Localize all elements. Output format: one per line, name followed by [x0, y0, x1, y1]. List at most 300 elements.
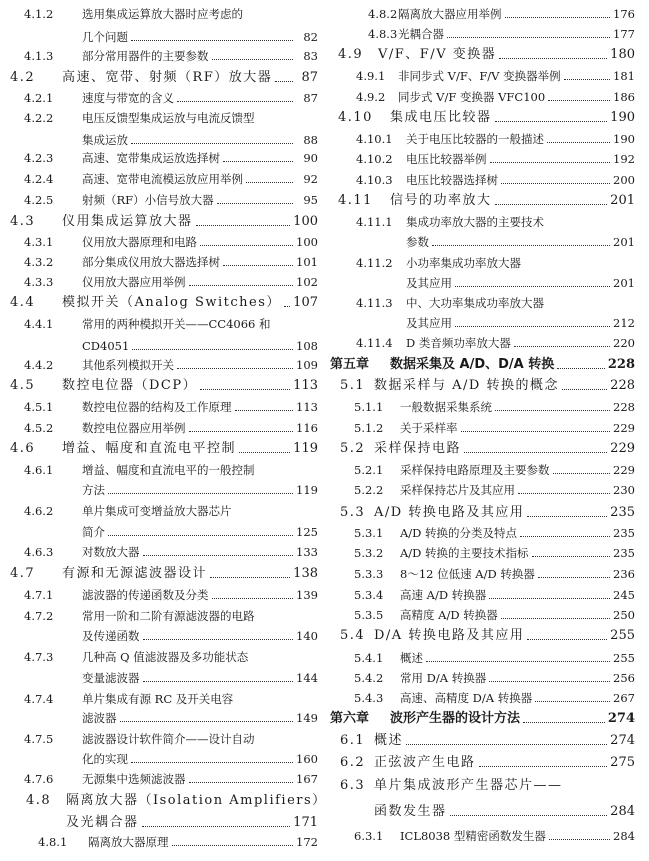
- toc-entry-page: 92: [303, 172, 318, 186]
- toc-entry-page: 149: [296, 711, 318, 725]
- toc-entry-number: 4.6.2: [24, 504, 54, 518]
- toc-entry-page: 108: [296, 339, 318, 353]
- toc-entry-number: 4.1.3: [24, 49, 54, 63]
- toc-entry-number: 4.2: [10, 70, 36, 85]
- toc-entry-page: 245: [613, 588, 635, 602]
- dot-leader: [479, 766, 608, 767]
- toc-entry-title: D/A 转换电路及其应用: [374, 628, 525, 643]
- toc-entry: [24, 192, 318, 208]
- toc-entry-page: 267: [613, 691, 635, 705]
- dot-leader: [223, 265, 293, 266]
- toc-entry-title: ICL8038 型精密函数发生器: [400, 829, 546, 843]
- toc-entry: [24, 274, 318, 290]
- toc-entry-page: 255: [610, 628, 635, 643]
- toc-entry-number: 4.11.2: [356, 256, 393, 270]
- toc-entry-title: 集成功率放大器的主要技术: [406, 215, 544, 229]
- toc-entry-page: 176: [613, 7, 635, 21]
- dot-leader: [189, 285, 294, 286]
- toc-entry-page: 101: [296, 255, 318, 269]
- toc-entry-number: 5.4.1: [354, 651, 384, 665]
- toc-entry-page: 229: [613, 463, 635, 477]
- toc-entry-title: 部分常用器件的主要参数: [82, 49, 209, 63]
- dot-leader: [450, 815, 608, 816]
- toc-entry-title: 非同步式 V/F、F/V 变换器举例: [398, 69, 561, 83]
- toc-entry: [354, 525, 635, 541]
- toc-entry-title: 同步式 V/F 变换器 VFC100: [398, 90, 546, 104]
- toc-entry: [24, 420, 318, 436]
- dot-leader: [284, 306, 290, 307]
- toc-entry-page: 190: [613, 132, 635, 146]
- toc-entry: [24, 649, 318, 665]
- toc-entry: [354, 670, 635, 686]
- toc-entry-page: 228: [607, 357, 635, 372]
- toc-entry: [24, 587, 318, 603]
- toc-entry-page: 284: [613, 829, 635, 843]
- toc-entry-title: 仪用放大器应用举例: [82, 275, 186, 289]
- toc-entry-page: 235: [613, 526, 635, 540]
- toc-entry-title: 对数放大器: [82, 545, 140, 559]
- toc-entry-title: 关于电压比较器的一般描述: [406, 132, 544, 146]
- dot-leader: [239, 452, 290, 453]
- toc-entry-title: 高速 A/D 转换器: [400, 588, 487, 602]
- toc-entry: [24, 110, 318, 126]
- toc-entry-title: 仪用集成运算放大器: [62, 214, 193, 229]
- toc-entry: [356, 295, 635, 311]
- toc-entry: [38, 834, 318, 850]
- toc-entry: [356, 214, 635, 230]
- toc-entry-title: 常用的两种模拟开关——CC4066 和: [82, 317, 271, 331]
- toc-entry-page: 235: [610, 505, 635, 520]
- toc-entry-number: 4.8.1: [38, 835, 68, 849]
- toc-entry: [340, 441, 635, 457]
- toc-entry-title: 方法: [82, 483, 105, 497]
- dot-leader: [108, 493, 293, 494]
- toc-entry: [356, 275, 635, 291]
- toc-entry-page: 102: [296, 275, 318, 289]
- toc-entry-title: 隔离放大器（Isolation Amplifiers）: [66, 793, 327, 808]
- dot-leader: [547, 142, 610, 143]
- toc-entry: [356, 172, 635, 188]
- toc-entry-title: 单片集成波形产生器芯片——: [374, 778, 563, 793]
- toc-entry: [24, 482, 318, 498]
- toc-entry-title: 电压比较器选择树: [406, 173, 498, 187]
- toc-entry: [330, 357, 635, 373]
- toc-entry: [24, 171, 318, 187]
- toc-entry-page: 201: [613, 276, 635, 290]
- toc-entry-title: 射频（RF）小信号放大器: [82, 193, 214, 207]
- dot-leader: [177, 368, 293, 369]
- toc-entry-number: 6.3: [340, 778, 366, 793]
- dot-leader: [235, 410, 294, 411]
- toc-entry-title: 集成电压比较器: [390, 110, 492, 125]
- toc-entry-page: 83: [303, 49, 318, 63]
- toc-entry-page: 201: [613, 235, 635, 249]
- toc-entry-title: 8～12 位低速 A/D 转换器: [400, 567, 535, 581]
- toc-entry-number: 4.2.3: [24, 151, 54, 165]
- toc-entry-title: 高速、宽带集成运放选择树: [82, 151, 220, 165]
- toc-entry-title: 增益、幅度和直流电平的一般控制: [82, 463, 255, 477]
- toc-entry-page: 228: [610, 378, 635, 393]
- toc-entry-page: 107: [293, 295, 318, 310]
- toc-entry-number: 4.7: [10, 566, 36, 581]
- dot-leader: [527, 516, 607, 517]
- toc-entry-page: 230: [613, 483, 635, 497]
- dot-leader: [489, 598, 610, 599]
- toc-entry-number: 4.3.2: [24, 255, 54, 269]
- toc-entry-number: 4.7.5: [24, 732, 54, 746]
- toc-entry-number: 4.10.1: [356, 132, 393, 146]
- toc-entry: [354, 420, 635, 436]
- toc-entry-number: 4.3: [10, 214, 36, 229]
- toc-entry-number: 4.8: [26, 793, 52, 808]
- toc-entry-page: 212: [613, 316, 635, 330]
- toc-entry-number: 6.1: [340, 733, 366, 748]
- toc-entry-title: 增益、幅度和直流电平控制: [62, 441, 237, 456]
- toc-entry-page: 140: [296, 629, 318, 643]
- toc-entry-page: 125: [296, 525, 318, 539]
- toc-entry: [24, 48, 318, 64]
- dot-leader: [514, 346, 610, 347]
- toc-entry-number: 4.10.3: [356, 173, 393, 187]
- toc-entry: [356, 234, 635, 250]
- dot-leader: [499, 58, 607, 59]
- dot-leader: [490, 162, 611, 163]
- toc-entry-page: 88: [303, 133, 318, 147]
- toc-entry-title: 光耦合器: [398, 27, 444, 41]
- toc-entry-title: A/D 转换的分类及特点: [400, 526, 518, 540]
- toc-entry-title: 小功率集成功率放大器: [406, 256, 521, 270]
- dot-leader: [532, 556, 610, 557]
- toc-entry-title: D 类音频功率放大器: [406, 336, 511, 350]
- toc-entry-number: 4.10: [338, 110, 373, 125]
- toc-entry-page: 100: [296, 235, 318, 249]
- toc-entry-title: 高速、宽带、射频（RF）放大器: [62, 70, 273, 85]
- toc-entry-number: 4.11.4: [356, 336, 393, 350]
- dot-leader: [461, 431, 611, 432]
- toc-entry-page: 87: [303, 91, 318, 105]
- dot-leader: [406, 744, 607, 745]
- dot-leader: [557, 368, 605, 369]
- dot-leader: [131, 40, 293, 41]
- toc-entry-title: 数据采样与 A/D 转换的概念: [374, 378, 559, 393]
- toc-entry-number: 6.2: [340, 755, 366, 770]
- toc-entry-number: 第六章: [330, 711, 370, 726]
- toc-entry-title: 及其应用: [406, 276, 452, 290]
- toc-entry: [354, 399, 635, 415]
- toc-entry-title: 滤波器设计软件简介——设计自动: [82, 732, 255, 746]
- toc-entry-page: 167: [296, 772, 318, 786]
- toc-entry-number: 4.7.2: [24, 609, 54, 623]
- toc-entry: [24, 150, 318, 166]
- toc-entry-title: A/D 转换电路及其应用: [374, 505, 525, 520]
- toc-entry: [24, 254, 318, 270]
- toc-entry-title: 选用集成运算放大器时应考虑的: [82, 7, 243, 21]
- toc-entry: [354, 482, 635, 498]
- toc-entry: [10, 566, 318, 582]
- dot-leader: [143, 639, 294, 640]
- dot-leader: [143, 555, 294, 556]
- toc-entry-number: 4.11.3: [356, 296, 393, 310]
- dot-leader: [447, 37, 610, 38]
- dot-leader: [210, 577, 290, 578]
- dot-leader: [426, 661, 610, 662]
- toc-entry-number: 4.6.3: [24, 545, 54, 559]
- toc-entry-page: 201: [610, 193, 635, 208]
- toc-entry-number: 4.7.4: [24, 692, 54, 706]
- toc-entry-title: 单片集成可变增益放大器芯片: [82, 504, 232, 518]
- toc-entry-page: 116: [296, 421, 318, 435]
- toc-entry-number: 5.1.1: [354, 400, 384, 414]
- toc-entry-title: 变量滤波器: [82, 671, 140, 685]
- dot-leader: [131, 143, 293, 144]
- toc-entry-number: 5.2: [340, 441, 366, 456]
- toc-entry-title: 采样保持芯片及其应用: [400, 483, 515, 497]
- toc-entry-number: 4.7.3: [24, 650, 54, 664]
- dot-leader: [520, 536, 610, 537]
- toc-entry-number: 5.3.2: [354, 546, 384, 560]
- toc-entry-title: 隔离放大器原理: [88, 835, 169, 849]
- toc-entry: [340, 804, 635, 820]
- toc-entry-page: 109: [296, 358, 318, 372]
- dot-leader: [501, 618, 610, 619]
- toc-entry-title: 电压反馈型集成运放与电流反馈型: [82, 111, 255, 125]
- toc-entry-number: 4.8.2: [368, 7, 398, 21]
- dot-leader: [120, 721, 294, 722]
- toc-entry: [24, 608, 318, 624]
- toc-entry-title: A/D 转换的主要技术指标: [400, 546, 529, 560]
- toc-entry: [340, 733, 635, 749]
- toc-entry-title: 电压比较器举例: [406, 152, 487, 166]
- toc-entry-number: 5.3.1: [354, 526, 384, 540]
- toc-entry: [354, 545, 635, 561]
- toc-entry-number: 4.8.3: [368, 27, 398, 41]
- toc-entry: [26, 793, 327, 809]
- toc-entry: [356, 131, 635, 147]
- toc-entry: [24, 731, 318, 747]
- dot-leader: [495, 410, 610, 411]
- toc-entry-page: 119: [293, 441, 318, 456]
- dot-leader: [501, 183, 610, 184]
- toc-entry: [356, 255, 635, 271]
- toc-entry: [368, 6, 635, 22]
- toc-entry-title: 其他系列模拟开关: [82, 358, 174, 372]
- dot-leader: [196, 225, 291, 226]
- toc-entry: [338, 47, 635, 63]
- toc-entry-title: 几个问题: [82, 30, 128, 44]
- toc-entry: [340, 628, 635, 644]
- toc-entry: [356, 315, 635, 331]
- toc-entry-number: 4.7.6: [24, 772, 54, 786]
- toc-entry: [10, 441, 318, 457]
- dot-leader: [142, 826, 291, 827]
- toc-entry: [26, 815, 318, 831]
- dot-leader: [246, 182, 293, 183]
- toc-entry-title: 几种高 Q 值滤波器及多功能状态: [82, 650, 249, 664]
- toc-entry-title: 隔离放大器应用举例: [398, 7, 502, 21]
- toc-entry: [24, 751, 318, 767]
- dot-leader: [212, 59, 294, 60]
- toc-entry-number: 4.9: [338, 47, 364, 62]
- dot-leader: [505, 17, 611, 18]
- dot-leader: [538, 577, 610, 578]
- toc-entry: [24, 710, 318, 726]
- toc-entry-number: 4.5: [10, 378, 36, 393]
- toc-entry-number: 5.3: [340, 505, 366, 520]
- toc-entry: [340, 755, 635, 771]
- toc-entry-number: 5.2.1: [354, 463, 384, 477]
- dot-leader: [535, 701, 610, 702]
- toc-entry: [354, 650, 635, 666]
- toc-entry-page: 95: [303, 193, 318, 207]
- toc-entry-title: 高精度 A/D 转换器: [400, 608, 498, 622]
- toc-entry-title: 及传递函数: [82, 629, 140, 643]
- toc-entry: [356, 151, 635, 167]
- toc-entry: [10, 378, 318, 394]
- toc-entry: [24, 29, 318, 45]
- toc-entry: [354, 607, 635, 623]
- toc-entry-page: 181: [613, 69, 635, 83]
- toc-entry-page: 113: [293, 378, 318, 393]
- toc-entry: [354, 828, 635, 844]
- toc-entry-number: 4.9.1: [356, 69, 386, 83]
- toc-entry-page: 100: [293, 214, 318, 229]
- toc-entry-number: 4.9.2: [356, 90, 386, 104]
- toc-entry: [24, 338, 318, 354]
- toc-entry-page: 250: [613, 608, 635, 622]
- toc-entry-page: 139: [296, 588, 318, 602]
- dot-leader: [200, 389, 290, 390]
- toc-entry-page: 138: [293, 566, 318, 581]
- dot-leader: [562, 389, 607, 390]
- toc-entry-number: 4.11: [338, 193, 373, 208]
- dot-leader: [275, 81, 293, 82]
- toc-entry: [24, 503, 318, 519]
- toc-entry-number: 4.6: [10, 441, 36, 456]
- toc-entry-number: 5.4: [340, 628, 366, 643]
- toc-entry: [368, 26, 635, 42]
- dot-leader: [189, 431, 294, 432]
- toc-entry: [24, 462, 318, 478]
- toc-entry-page: 144: [296, 671, 318, 685]
- toc-entry-number: 4.2.4: [24, 172, 54, 186]
- toc-entry: [24, 316, 318, 332]
- toc-entry: [354, 566, 635, 582]
- toc-entry: [24, 670, 318, 686]
- toc-entry-number: 5.2.2: [354, 483, 384, 497]
- toc-entry-title: 速度与带宽的含义: [82, 91, 174, 105]
- toc-entry: [24, 357, 318, 373]
- toc-entry-title: 部分集成仪用放大器选择树: [82, 255, 220, 269]
- toc-entry-page: 255: [613, 651, 635, 665]
- toc-entry-number: 5.4.2: [354, 671, 384, 685]
- toc-entry-title: 及光耦合器: [66, 815, 139, 830]
- toc-entry-number: 4.4.1: [24, 317, 54, 331]
- toc-entry-number: 4.7.1: [24, 588, 54, 602]
- dot-leader: [132, 349, 293, 350]
- toc-entry-title: 集成运放: [82, 133, 128, 147]
- toc-entry-title: 单片集成有源 RC 及开关电容: [82, 692, 234, 706]
- toc-entry-page: 119: [296, 483, 318, 497]
- toc-entry: [24, 6, 318, 22]
- toc-entry-page: 186: [613, 90, 635, 104]
- toc-entry: [10, 295, 318, 311]
- toc-entry-number: 4.10.2: [356, 152, 393, 166]
- toc-entry-title: 常用 D/A 转换器: [400, 671, 487, 685]
- dot-leader: [518, 493, 610, 494]
- toc-entry-page: 160: [296, 752, 318, 766]
- toc-entry: [354, 462, 635, 478]
- toc-entry-number: 4.1.2: [24, 7, 54, 21]
- toc-entry-page: 113: [296, 400, 318, 414]
- toc-entry-page: 192: [613, 152, 635, 166]
- dot-leader: [432, 245, 610, 246]
- toc-entry-page: 220: [613, 336, 635, 350]
- dot-leader: [495, 204, 608, 205]
- toc-entry-page: 235: [613, 546, 635, 560]
- toc-entry-title: 滤波器的传递函数及分类: [82, 588, 209, 602]
- toc-entry: [354, 690, 635, 706]
- dot-leader: [527, 639, 607, 640]
- toc-entry-number: 5.3.3: [354, 567, 384, 581]
- toc-entry: [354, 587, 635, 603]
- toc-entry-number: 6.3.1: [354, 829, 384, 843]
- toc-entry: [24, 544, 318, 560]
- dot-leader: [212, 598, 294, 599]
- toc-entry-page: 236: [613, 567, 635, 581]
- dot-leader: [108, 535, 293, 536]
- dot-leader: [495, 121, 608, 122]
- toc-entry: [24, 132, 318, 148]
- toc-entry-page: 177: [613, 27, 635, 41]
- dot-leader: [564, 79, 610, 80]
- toc-entry-number: 4.2.1: [24, 91, 54, 105]
- dot-leader: [143, 681, 294, 682]
- toc-entry-number: 4.3.3: [24, 275, 54, 289]
- dot-leader: [200, 245, 293, 246]
- toc-entry-title: 波形产生器的设计方法: [390, 711, 521, 726]
- toc-entry-title: 数控电位器应用举例: [82, 421, 186, 435]
- toc-entry-title: 高速、宽带电流模运放应用举例: [82, 172, 243, 186]
- toc-entry-title: 一般数据采集系统: [400, 400, 492, 414]
- toc-entry-title: 有源和无源滤波器设计: [62, 566, 208, 581]
- toc-entry-title: 及其应用: [406, 316, 452, 330]
- toc-entry-title: 常用一阶和二阶有源滤波器的电路: [82, 609, 255, 623]
- toc-entry-page: 90: [303, 151, 318, 165]
- dot-leader: [523, 722, 605, 723]
- toc-entry-title: 采样保持电路原理及主要参数: [400, 463, 550, 477]
- toc-entry: [10, 70, 318, 86]
- toc-entry-number: 4.2.5: [24, 193, 54, 207]
- toc-entry: [24, 234, 318, 250]
- toc-entry-page: 229: [613, 421, 635, 435]
- toc-entry-title: 模拟开关（Analog Switches）: [62, 295, 281, 310]
- toc-entry-page: 171: [293, 815, 318, 830]
- toc-entry-number: 5.3.5: [354, 608, 384, 622]
- toc-entry-title: 数据采集及 A/D、D/A 转换: [390, 357, 555, 372]
- toc-entry-page: 228: [613, 400, 635, 414]
- toc-entry-page: 82: [303, 30, 318, 44]
- toc-entry: [340, 778, 635, 794]
- toc-entry-number: 4.2.2: [24, 111, 54, 125]
- dot-leader: [464, 452, 607, 453]
- toc-entry: [356, 89, 635, 105]
- dot-leader: [553, 473, 611, 474]
- toc-entry-number: 4.3.1: [24, 235, 54, 249]
- toc-entry: [24, 628, 318, 644]
- toc-entry: [340, 505, 635, 521]
- toc-entry-title: V/F、F/V 变换器: [378, 47, 497, 62]
- toc-entry-number: 4.4: [10, 295, 36, 310]
